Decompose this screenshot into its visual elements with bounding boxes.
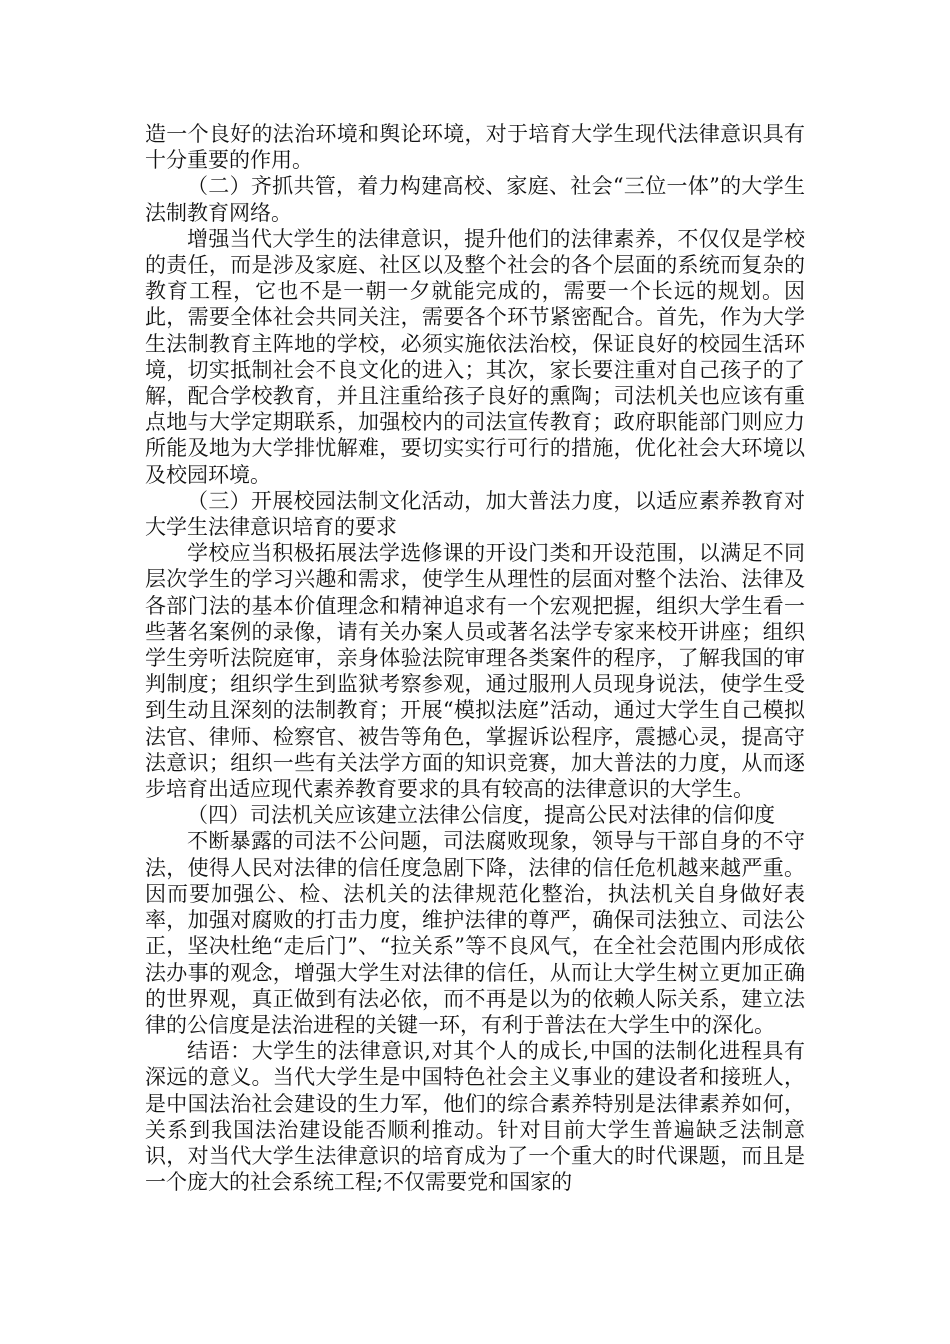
paragraph-body: 增强当代大学生的法律意识，提升他们的法律素养，不仅仅是学校的责任，而是涉及家庭、社区以及整个社会的各个层面的系统而复杂的教育工程，它也不是一朝一夕就能完成的，需要一个长远的规划。因此，需要全体社会共同关注，需要各个环节紧密配合。首先，作为大学生法制教育主阵地的学校，必须实施依法治校，保证良好的校园生活环境，切实抵制社会不良文化的进入；其次，家长要注重对自己孩子的了解，配合学校教育，并且注重给孩子良好的熏陶；司法机关也应该有重点地与大学定期联系，加强校内的司法宣传教育；政府职能部门则应力所能及地为大学排忧解难，要切实实行可行的措施，优化社会大环境以及校园环境。 — [145, 226, 805, 487]
section-heading-2: （二）齐抓共管，着力构建高校、家庭、社会“三位一体”的大学生法制教育网络。 — [145, 174, 805, 225]
paragraph-conclusion: 结语：大学生的法律意识,对其个人的成长,中国的法制化进程具有深远的意义。当代大学生是中国特色社会主义事业的建设者和接班人，是中国法治社会建设的生力军，他们的综合素养特别是法律素养如何，关系到我国法治建设能否顺利推动。针对目前大学生普遍缺乏法制意识，对当代大学生法律意识的培育成为了一个重大的时代课题，而且是一个庞大的社会系统工程;不仅需要党和国家的 — [145, 1039, 805, 1195]
document-body — [145, 121, 805, 1195]
paragraph-body: 学校应当积极拓展法学选修课的开设门类和开设范围，以满足不同层次学生的学习兴趣和需求，使学生从理性的层面对整个法治、法律及各部门法的基本价值理念和精神追求有一个宏观把握，组织大学生看一些著名案例的录像，请有关办案人员或著名法学专家来校开讲座；组织学生旁听法院庭审，亲身体验法院审理各类案件的程序，了解我国的审判制度；组织学生到监狱考察参观，通过服刑人员现身说法，使学生受到生动且深刻的法制教育；开展“模拟法庭”活动，通过大学生自己模拟法官、律师、检察官、被告等角色，掌握诉讼程序，震撼心灵，提高守法意识；组织一些有关法学方面的知识竞赛，加大普法的力度，从而逐步培育出适应现代素养教育要求的具有较高的法律意识的大学生。 — [145, 541, 805, 802]
paragraph-continuation: 造一个良好的法治环境和舆论环境，对于培育大学生现代法律意识具有十分重要的作用。 — [145, 122, 805, 173]
section-heading-3: （三）开展校园法制文化活动，加大普法力度，以适应素养教育对大学生法律意识培育的要求 — [145, 488, 805, 540]
paragraph-body: 不断暴露的司法不公问题，司法腐败现象，领导与干部自身的不守法，使得人民对法律的信任度急剧下降，法律的信任危机越来越严重。因而要加强公、检、法机关的法律规范化整治，执法机关自身做好表率，加强对腐败的打击力度，维护法律的尊严，确保司法独立、司法公正，坚决杜绝“走后门”、“拉关系”等不良风气，在全社会范围内形成依法办事的观念，增强大学生对法律的信任，从而让大学生树立更加正确的世界观，真正做到有法必依，而不再是以为的依赖人际关系，建立法律的公信度是法治进程的关键一环，有利于普法在大学生中的深化。 — [145, 829, 805, 1037]
section-heading-4: （四）司法机关应该建立法律公信度，提高公民对法律的信仰度 — [187, 803, 775, 828]
